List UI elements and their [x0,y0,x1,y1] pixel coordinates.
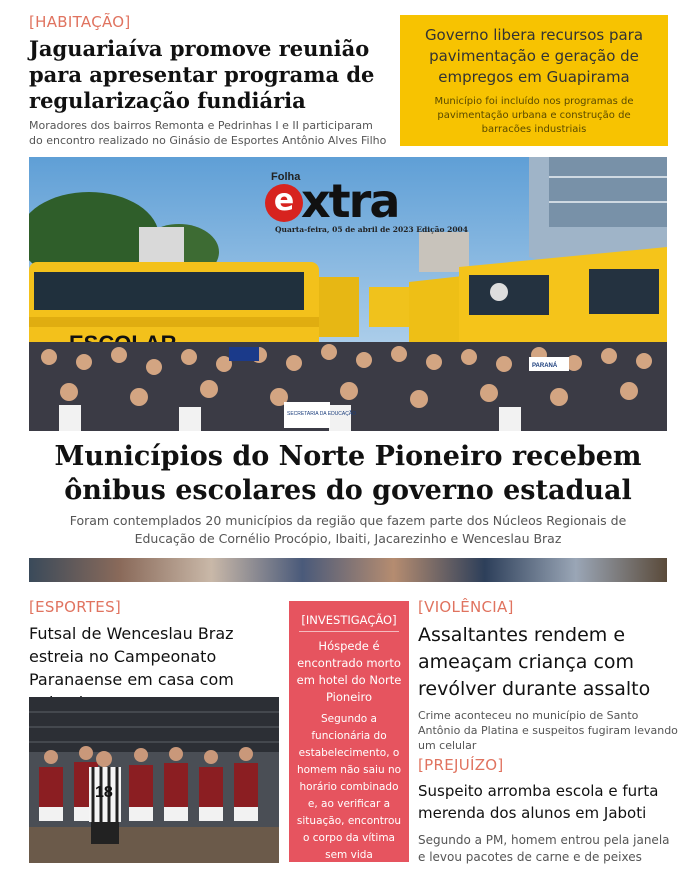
photo-strip [29,558,667,582]
highlight-summary: Município foi incluído nos programas de pavimentação urbana e construção de barracões industriais [434,96,634,135]
habitacao-headline[interactable]: Jaguariaíva promove reunião para apresentar programa de regularização fundiária [29,36,375,113]
crowd-sign-educacao: SECRETARIA DA EDUCAÇÃO [287,411,357,417]
esportes-section-tag: [ESPORTES] [29,598,122,616]
esportes-headline[interactable]: Futsal de Wenceslau Braz estreia no Campeonato Paranaense em casa com [29,624,234,689]
investigacao-summary: Segundo a funcionária do estabelecimento, o homem não saiu no horário combinado e, ao verificar a situação, encontrou o corpo da vítima sem vida [296,713,402,861]
violencia-summary: Crime aconteceu no município de Santo Antônio da Platina e suspeitos fugiram levando um celular [418,709,678,752]
main-headline[interactable]: Municípios do Norte Pioneiro recebem ônibus escolares do governo estadual [54,441,642,506]
futsal-team-image [29,697,279,863]
prejuizo-section-tag: [PREJUÍZO] [418,756,504,774]
edition-date: Quarta-feira, 05 de abril de 2023 Edição 2004 [275,225,468,234]
investigacao-box[interactable] [289,601,409,862]
highlight-box[interactable] [400,15,668,146]
investigacao-section-tag: [INVESTIGAÇÃO] [301,613,397,627]
violencia-headline[interactable]: Assaltantes rendem e ameaçam criança com revólver durante assalto [418,624,651,700]
investigacao-divider [299,631,399,632]
crowd-sign-parana: PARANÁ [532,363,558,369]
habitacao-summary: Moradores dos bairros Remonta e Pedrinhas I e II participaram do encontro realizado no Ginásio de Esportes Antônio Alves Filho [29,119,387,147]
investigacao-headline[interactable]: Hóspede é encontrado morto em hotel do Norte Pioneiro [296,639,402,704]
logo-e-circle: e [265,184,303,222]
violencia-section-tag: [VIOLÊNCIA] [418,598,514,616]
highlight-headline[interactable]: Governo libera recursos para pavimentação e geração de empregos em Guapirama [424,26,644,86]
logo-xtra-text: xtra [301,174,399,228]
main-summary: Foram contemplados 20 municípios da região que fazem parte dos Núcleos Regionais de Educação de Cornélio Procópio, Ibaiti, Jacarezinho e Wenceslau Braz [69,513,627,546]
jersey-number: 18 [95,784,113,801]
logo-folha-text: Folha [271,171,301,183]
futsal-photo[interactable] [29,697,279,863]
newspaper-logo[interactable] [265,168,468,236]
prejuizo-headline[interactable]: Suspeito arromba escola e furta merenda dos alunos em Jaboti [418,782,659,822]
prejuizo-summary: Segundo a PM, homem entrou pela janela e levou pacotes de carne e de peixes [418,833,670,864]
habitacao-section-tag: [HABITAÇÃO] [29,13,131,31]
